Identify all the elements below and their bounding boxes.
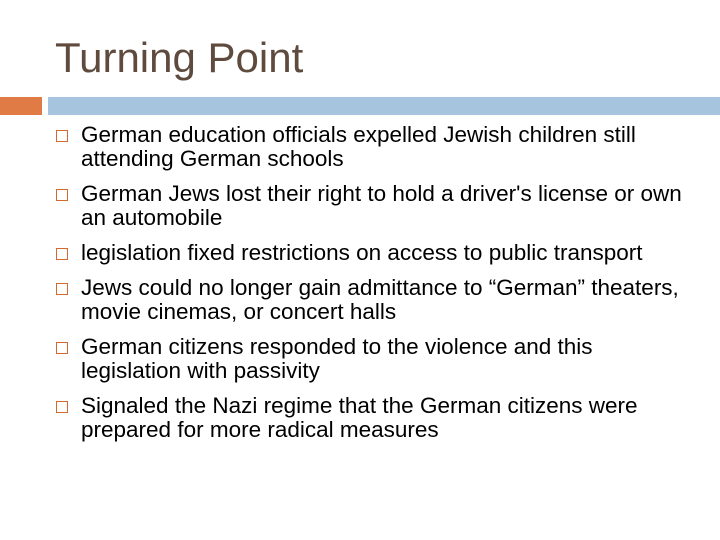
bullet-item [56,276,696,324]
bullet-item [56,123,696,171]
bullet-text: Jews could no longer gain admittance to “German” theaters, movie cinemas, or concert halls [81,275,679,324]
bullet-text: German citizens responded to the violence and this legislation with passivity [81,334,593,383]
bullet-item [56,394,696,442]
bullet-text: German Jews lost their right to hold a driver's license or own an automobile [81,181,682,230]
title-rule-bar [48,97,720,115]
hollow-square-bullet-icon [56,401,68,413]
hollow-square-bullet-icon [56,189,68,201]
bullet-list [56,123,696,453]
hollow-square-bullet-icon [56,283,68,295]
bullet-text: legislation fixed restrictions on access to public transport [81,240,643,265]
bullet-text: German education officials expelled Jewish children still attending German schools [81,122,636,171]
hollow-square-bullet-icon [56,342,68,354]
hollow-square-bullet-icon [56,130,68,142]
slide-title: Turning Point [55,34,304,81]
title-accent-bar [0,97,42,115]
hollow-square-bullet-icon [56,248,68,260]
bullet-item [56,241,696,265]
bullet-text: Signaled the Nazi regime that the German citizens were prepared for more radical measures [81,393,638,442]
bullet-item [56,182,696,230]
bullet-item [56,335,696,383]
